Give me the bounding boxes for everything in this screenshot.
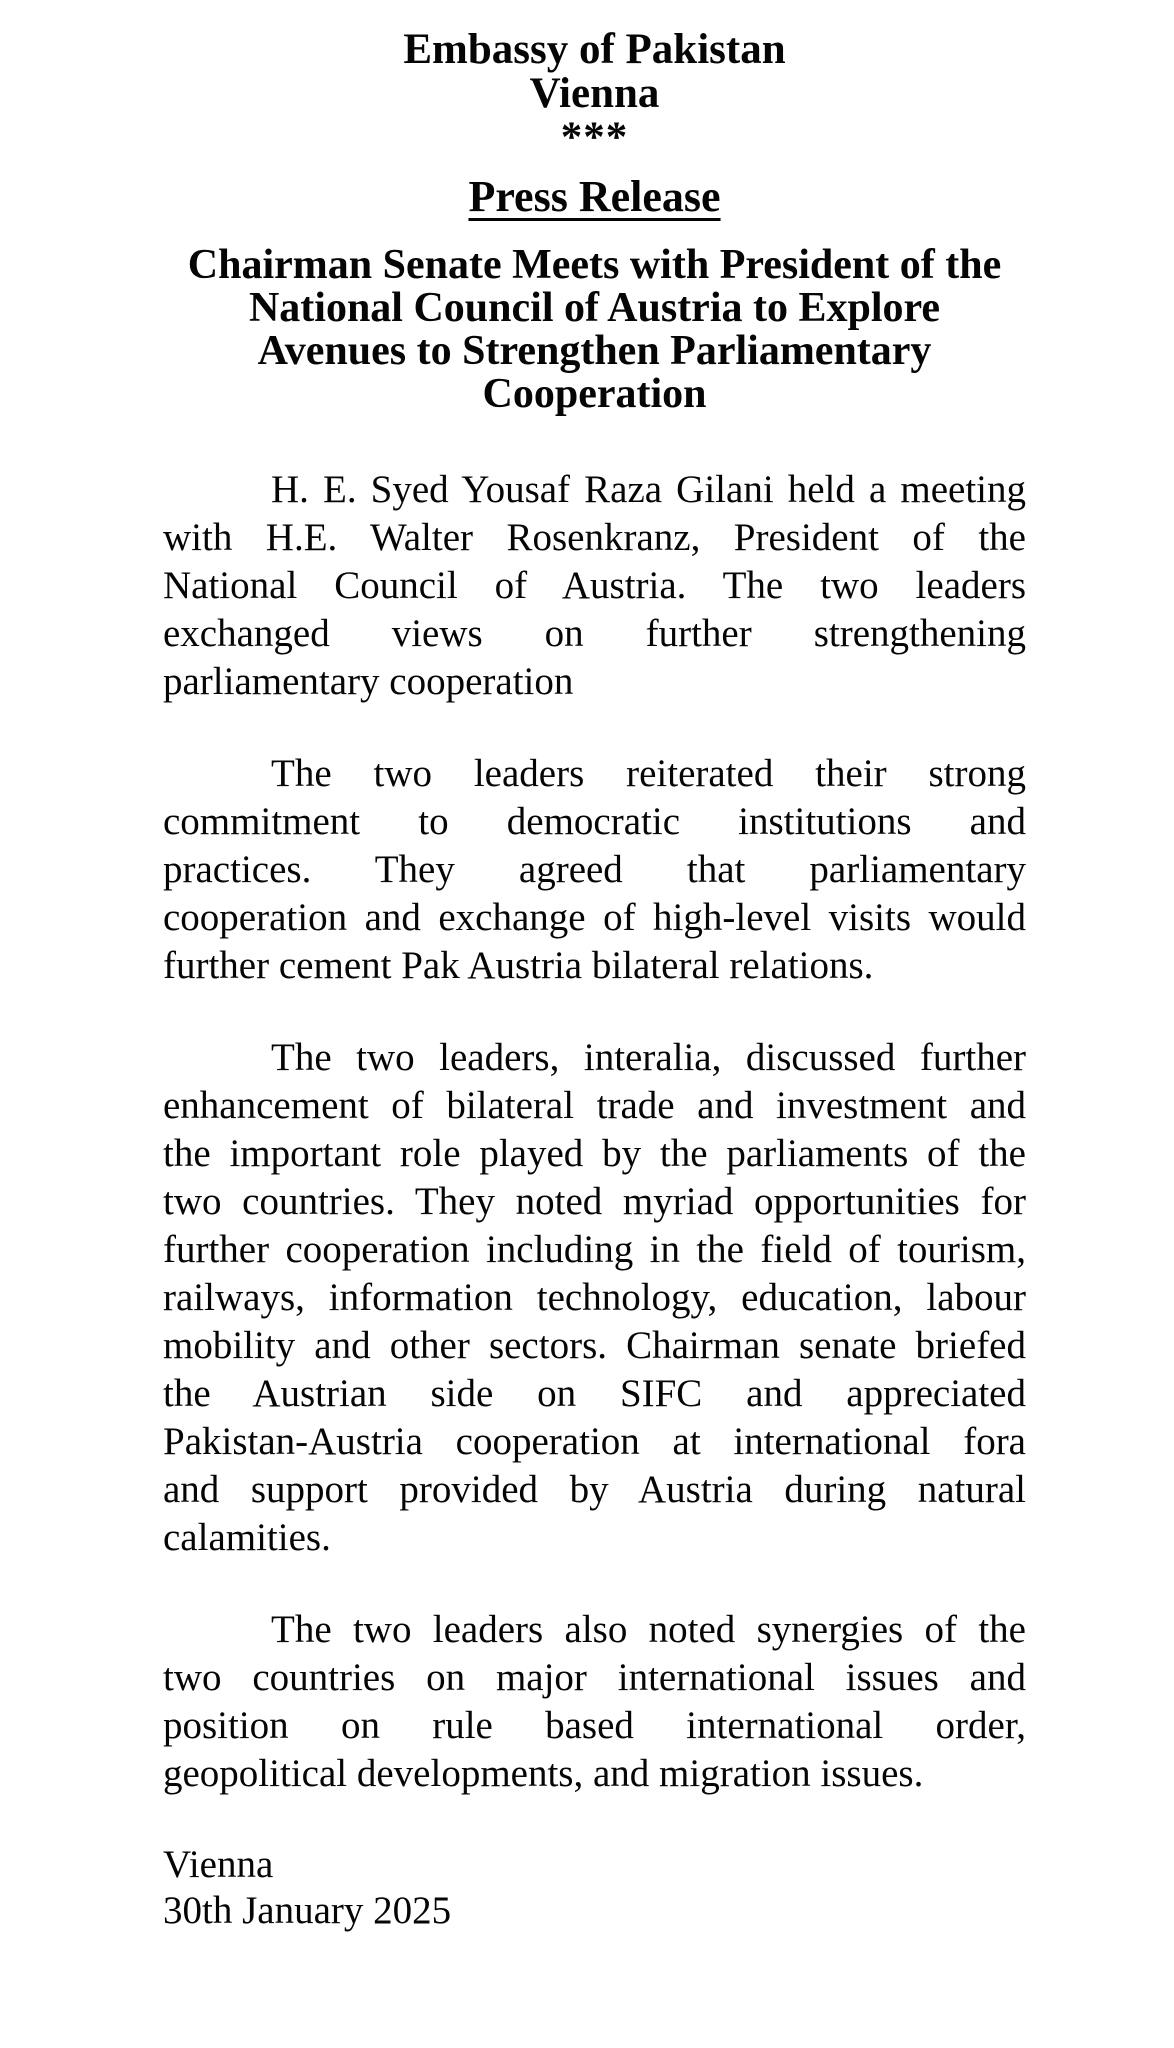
paragraph-3 (163, 1034, 1026, 1562)
body-line: exchanged views on further strengthening (163, 612, 1026, 655)
body-line: two countries. They noted myriad opportunities for (163, 1180, 1026, 1223)
body-line: two countries on major international issues and (163, 1656, 1026, 1699)
paragraph-1 (163, 466, 1026, 706)
body-line: H. E. Syed Yousaf Raza Gilani held a meeting (271, 468, 1026, 511)
organization-name: Embassy of Pakistan (403, 26, 786, 73)
body-line: and support provided by Austria during natural (163, 1468, 1026, 1511)
body-line: parliamentary cooperation (163, 660, 574, 703)
body-line: commitment to democratic institutions and (163, 800, 1026, 843)
body-line: with H.E. Walter Rosenkranz, President of the (163, 516, 1026, 559)
body-line: The two leaders also noted synergies of the (271, 1608, 1026, 1651)
body-line: National Council of Austria. The two leaders (163, 564, 1026, 607)
body-line: The two leaders, interalia, discussed further (271, 1036, 1026, 1079)
body-line: The two leaders reiterated their strong (271, 752, 1026, 795)
doc-type-heading: Press Release (468, 172, 721, 221)
body-line: practices. They agreed that parliamentary (163, 848, 1026, 891)
footer-date: 30th January 2025 (163, 1889, 452, 1932)
title-line: Cooperation (482, 371, 707, 417)
footer-place: Vienna (163, 1843, 274, 1886)
body-line: the Austrian side on SIFC and appreciated (163, 1372, 1026, 1415)
body-line: mobility and other sectors. Chairman senate briefed (163, 1324, 1026, 1367)
press-release-title (163, 244, 1026, 416)
body-line: geopolitical developments, and migration issues. (163, 1752, 924, 1795)
title-line: Avenues to Strengthen Parliamentary (257, 328, 932, 374)
body-line: calamities. (163, 1516, 331, 1559)
body-line: enhancement of bilateral trade and investment and (163, 1084, 1026, 1127)
doc-footer (163, 1842, 1026, 1934)
title-line: Chairman Senate Meets with President of the (187, 242, 1002, 288)
body-line: further cooperation including in the field of tourism, (163, 1228, 1026, 1271)
separator-stars: *** (560, 114, 629, 161)
press-release-body (163, 466, 1026, 1798)
paragraph-4 (163, 1606, 1026, 1798)
body-line: position on rule based international order, (163, 1704, 1026, 1747)
title-line: National Council of Austria to Explore (248, 285, 941, 331)
body-line: cooperation and exchange of high-level visits would (163, 896, 1026, 939)
body-line: railways, information technology, education, labour (163, 1276, 1026, 1319)
body-line: further cement Pak Austria bilateral relations. (163, 944, 874, 987)
organization-city: Vienna (529, 70, 660, 117)
body-line: the important role played by the parliaments of the (163, 1132, 1026, 1175)
body-line: Pakistan-Austria cooperation at international fora (163, 1420, 1026, 1463)
paragraph-2 (163, 750, 1026, 990)
doc-header (163, 28, 1026, 220)
